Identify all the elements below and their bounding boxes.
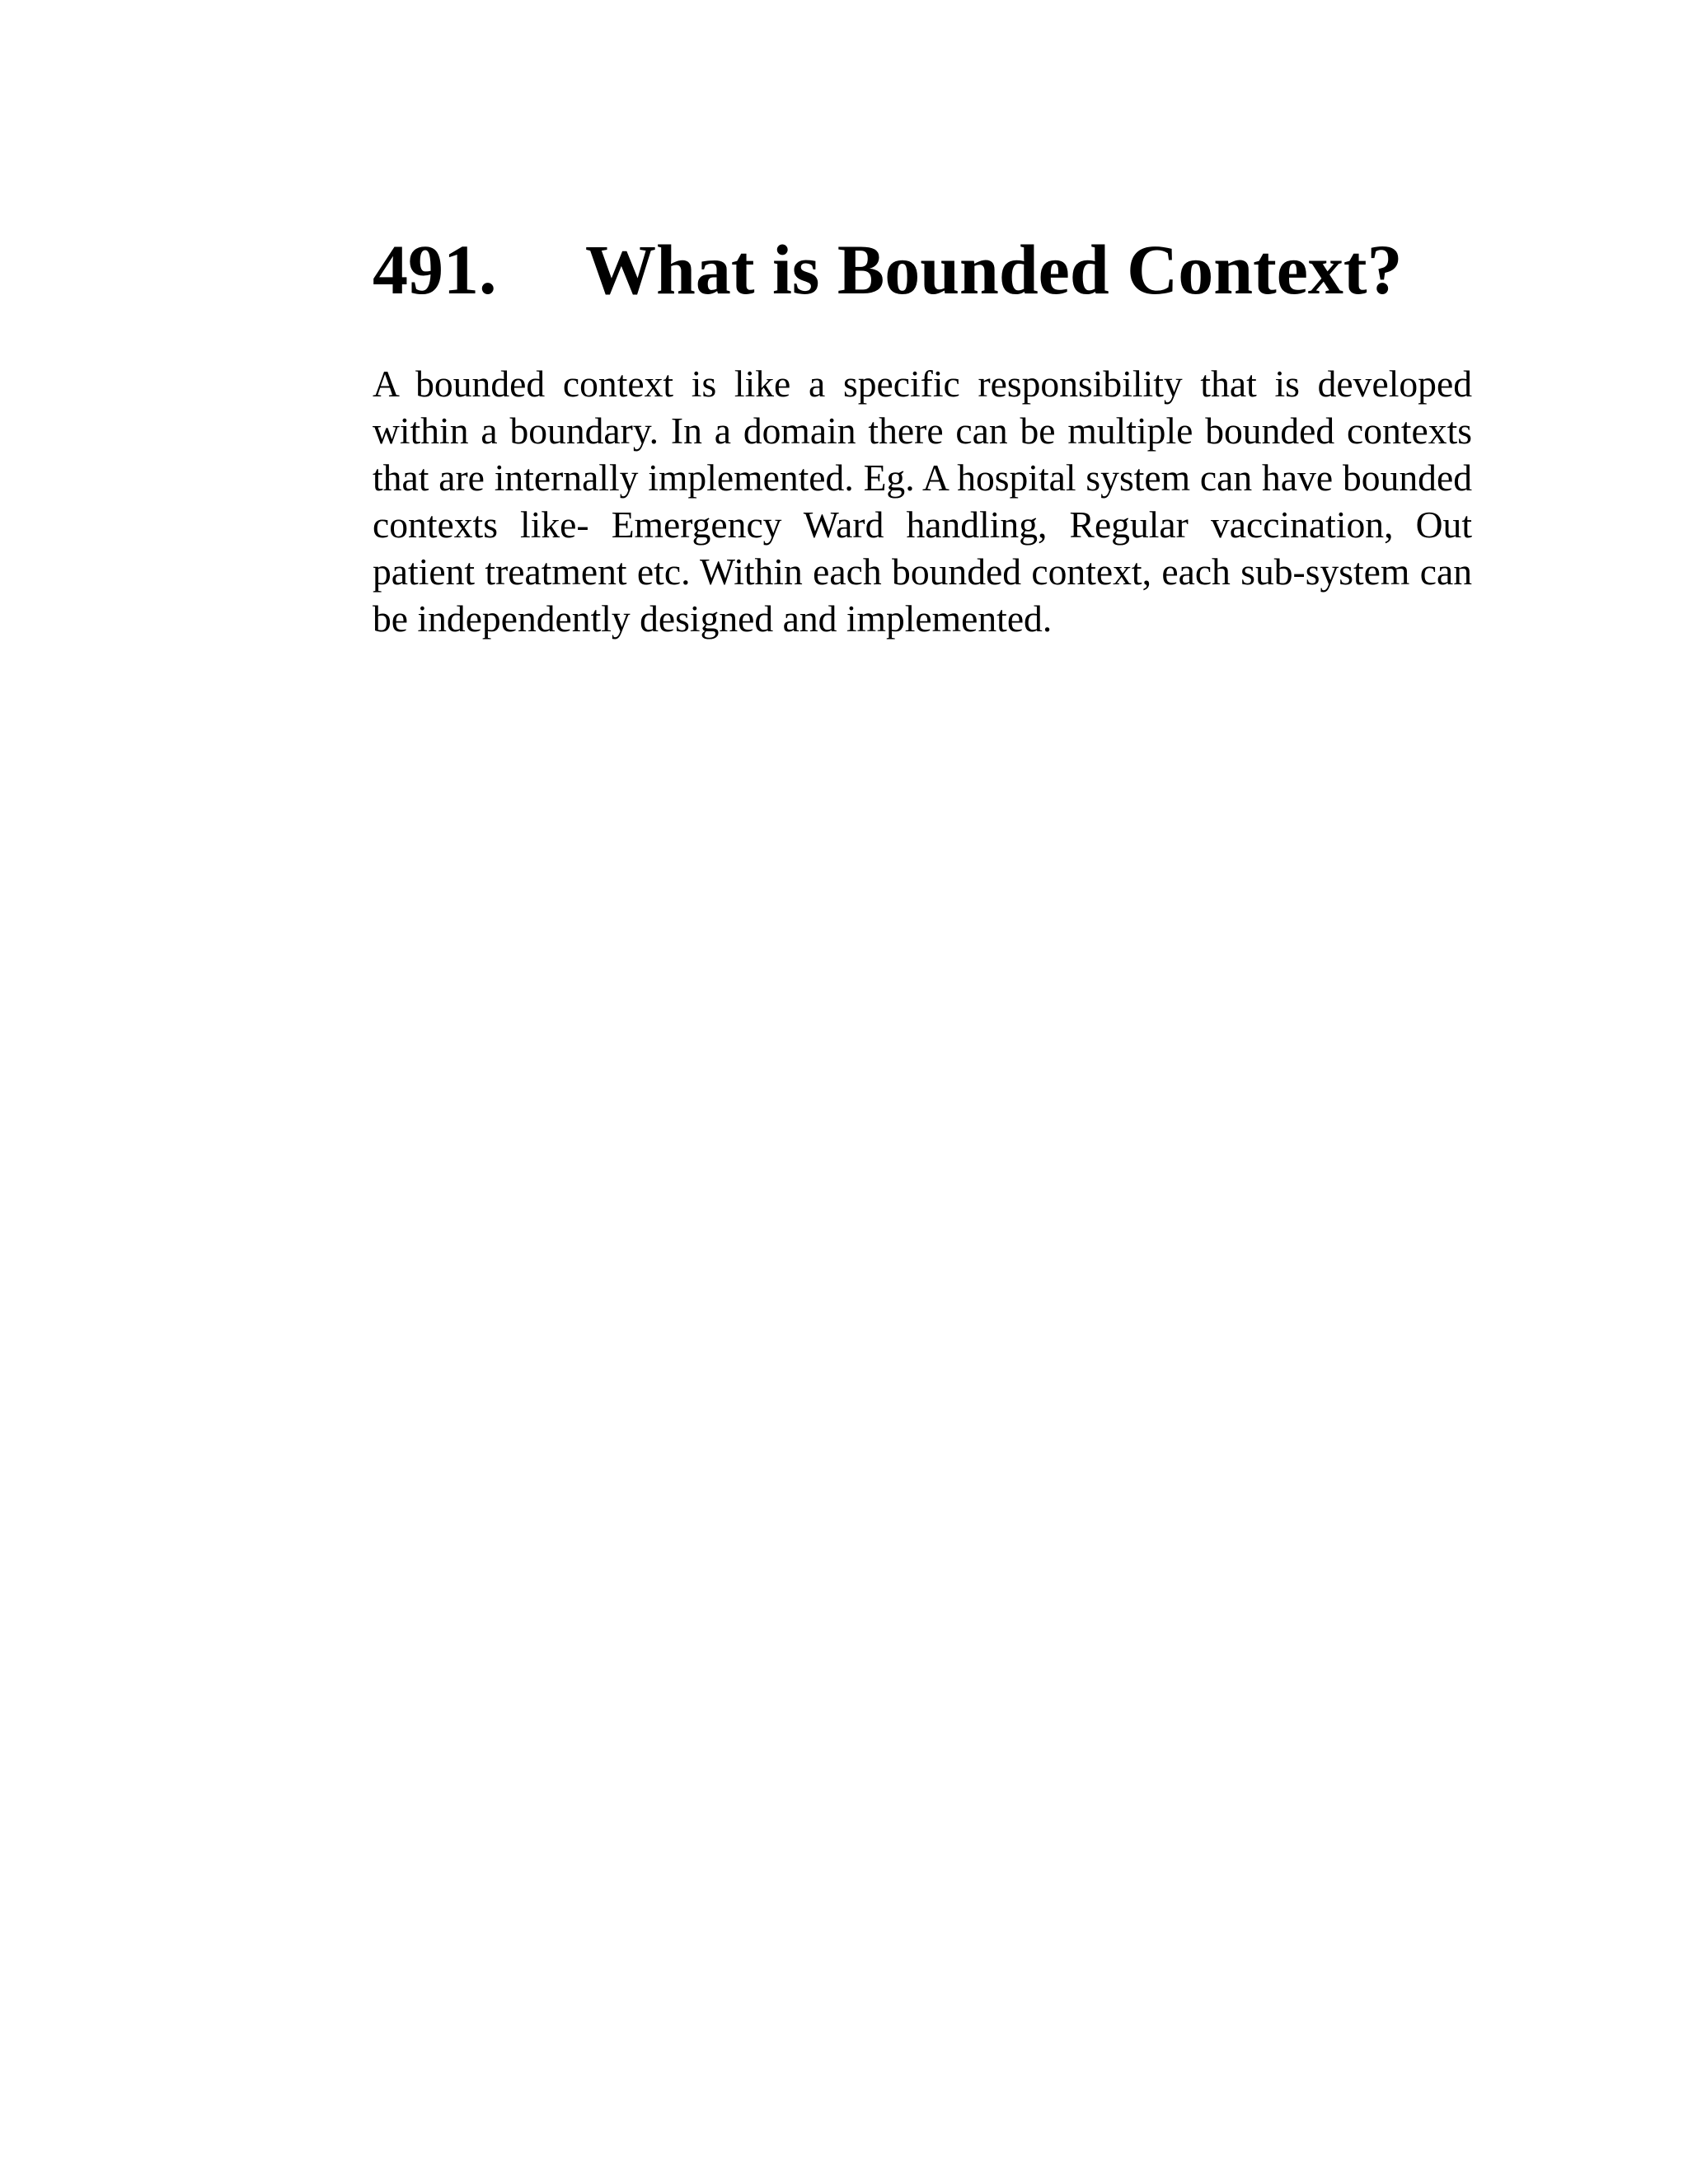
section-number: 491. [373,230,497,309]
section-title: What is Bounded Context? [585,230,1403,309]
section-heading [373,224,1526,315]
body-paragraph: A bounded context is like a specific responsibility that is developed within a boundary. In a domain there can be multiple bounded contexts that are internally implemented. Eg. A hospital system can have bounded contexts like- Emergency Ward handling, Regular vaccination, Out patient treatment etc. Within each bounded context, each sub-system can be independently designed and implemented. [373,363,1472,640]
